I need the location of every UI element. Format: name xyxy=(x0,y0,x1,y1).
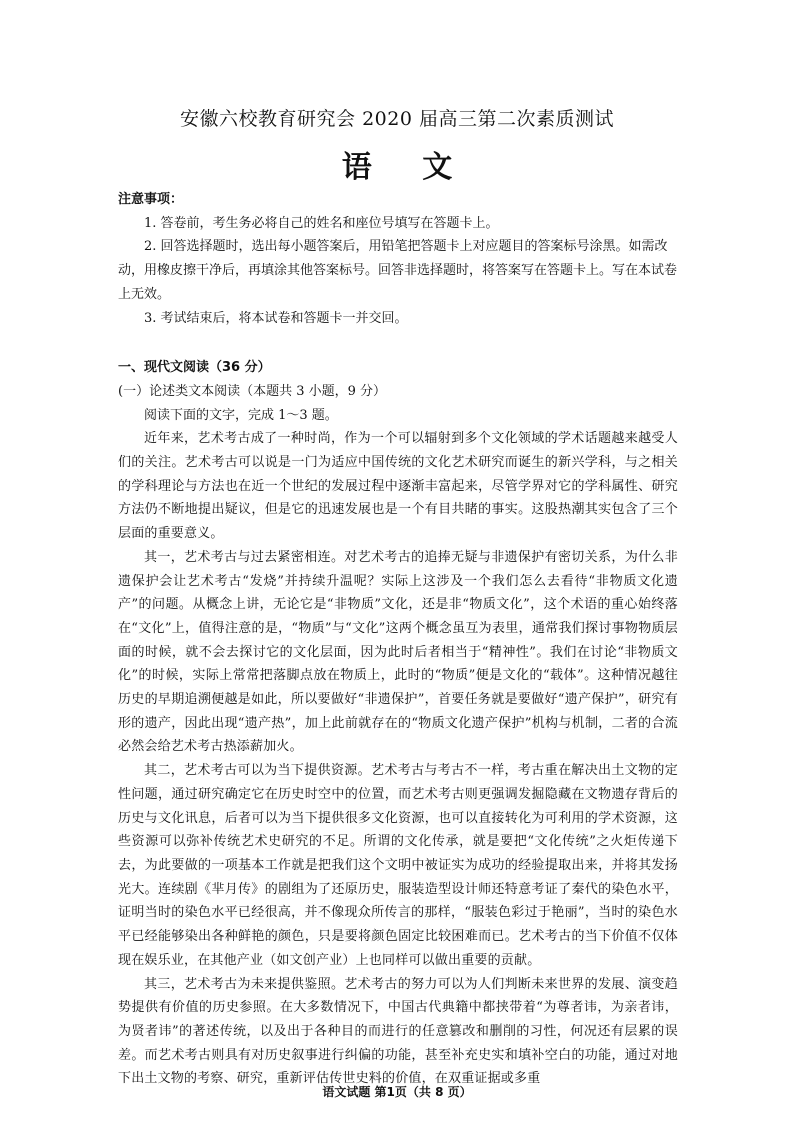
reading-passage xyxy=(118,427,678,1091)
subject-title: 语 文 xyxy=(341,150,453,185)
notice-item: 2. 回答选择题时，选出每小题答案后，用铅笔把答题卡上对应题目的答案标号涂黑。如需改动，用橡皮擦干净后，再填涂其他答案标号。回答非选择题时，将答案写在答题卡上。写在本试卷上无效。 xyxy=(118,239,678,302)
passage-paragraph: 其三，艺术考古为未来提供鉴照。艺术考古的努力可以为人们判断未来世界的发展、演变趋势提供有价值的历史参照。在大多数情况下，中国古代典籍中都挟带着“为尊者讳，为亲者讳，为贤者讳”的著述传统，以及出于各种目的而进行的任意篡改和删削的习性，何况还有层累的误差。而艺术考古则具有对历史叙事进行纠偏的功能，甚至补充史实和填补空白的功能，通过对地下出土文物的考察、研究，重新评估传世史料的价值，在双重证据或多重 xyxy=(118,976,678,1087)
passage-paragraph: 其一，艺术考古与过去紧密相连。对艺术考古的追捧无疑与非遗保护有密切关系，为什么非遗保护会让艺术考古“发烧”并持续升温呢？实际上这涉及一个我们怎么去看待“非物质文化遗产”的问题。从概念上讲，无论它是“非物质”文化，还是非“物质文化”，这个术语的重心始终落在“文化”上，值得注意的是，“物质”与“文化”这两个概念虽互为表里，通常我们探讨事物物质层面的时候，就不会去探讨它的文化层面，因为此时后者相当于“精神性”。我们在讨论“非物质文化”的时候，实际上常常把落脚点放在物质上，此时的“物质”便是文化的“载体”。这种情况越往历史的早期追溯便越是如此，所以要做好“非遗保护”，首要任务就是要做好“遗产保护”，研究有形的遗产，因此出现“遗产热”，加上此前就存在的“物质文化遗产保护”机构与机制，二者的合流必然会给艺术考古热添薪加火。 xyxy=(118,549,678,755)
notice-item: 1. 答卷前，考生务必将自己的姓名和座位号填写在答题卡上。 xyxy=(144,215,499,231)
passage-paragraph: 近年来，艺术考古成了一种时尚，作为一个可以辐射到多个文化领域的学术话题越来越受人们的关注。艺术考古可以说是一门为适应中国传统的文化艺术研究而诞生的新兴学科，与之相关的学科理论与方法也在近一个世纪的发展过程中逐渐丰富起来，尽管学界对它的学科属性、研究方法仍不断地提出疑议，但是它的迅速发展也是一个有目共睹的事实。这股热潮其实包含了三个层面的重要意义。 xyxy=(118,431,678,542)
page-footer: 语文试题 第1页（共 8 页） xyxy=(322,1085,472,1099)
notice-item: 3. 考试结束后，将本试卷和答题卡一并交回。 xyxy=(144,310,408,326)
exam-title: 安徽六校教育研究会 2020 届高三第二次素质测试 xyxy=(180,108,614,130)
passage-paragraph: 其二，艺术考古可以为当下提供资源。艺术考古与考古不一样，考古重在解决出土文物的定性问题，通过研究确定它在历史时空中的位置，而艺术考古则更强调发掘隐藏在文物遗存背后的历史与文化讯息，后者可以为当下提供很多文化资源，也可以直接转化为可利用的学术资源，这些资源可以弥补传统艺术史研究的不足。所谓的文化传承，就是要把“文化传统”之火炬传递下去，为此要做的一项基本工作就是把我们这个文明中被证实为成功的经验提取出来，并将其发扬光大。连续剧《芈月传》的剧组为了还原历史，服装造型设计师还特意考证了秦代的染色水平，证明当时的染色水平已经很高，并不像现众所传言的那样，“服装色彩过于艳丽”，当时的染色水平已经能够染出各种鲜艳的颜色，只是要将颜色固定比较困难而已。艺术考古的当下价值不仅体现在娱乐业，在其他产业（如文创产业）上也同样可以做出重要的贡献。 xyxy=(118,763,678,968)
section-heading: 一、现代文阅读（36 分） xyxy=(118,360,271,376)
notice-block xyxy=(118,188,678,330)
reading-instruction: 阅读下面的文字，完成 1～3 题。 xyxy=(144,407,338,423)
page-content xyxy=(118,188,678,1091)
subsection-heading: (一）论述类文本阅读（本题共 3 小题，9 分） xyxy=(118,383,387,399)
notice-heading: 注意事项： xyxy=(118,192,184,207)
